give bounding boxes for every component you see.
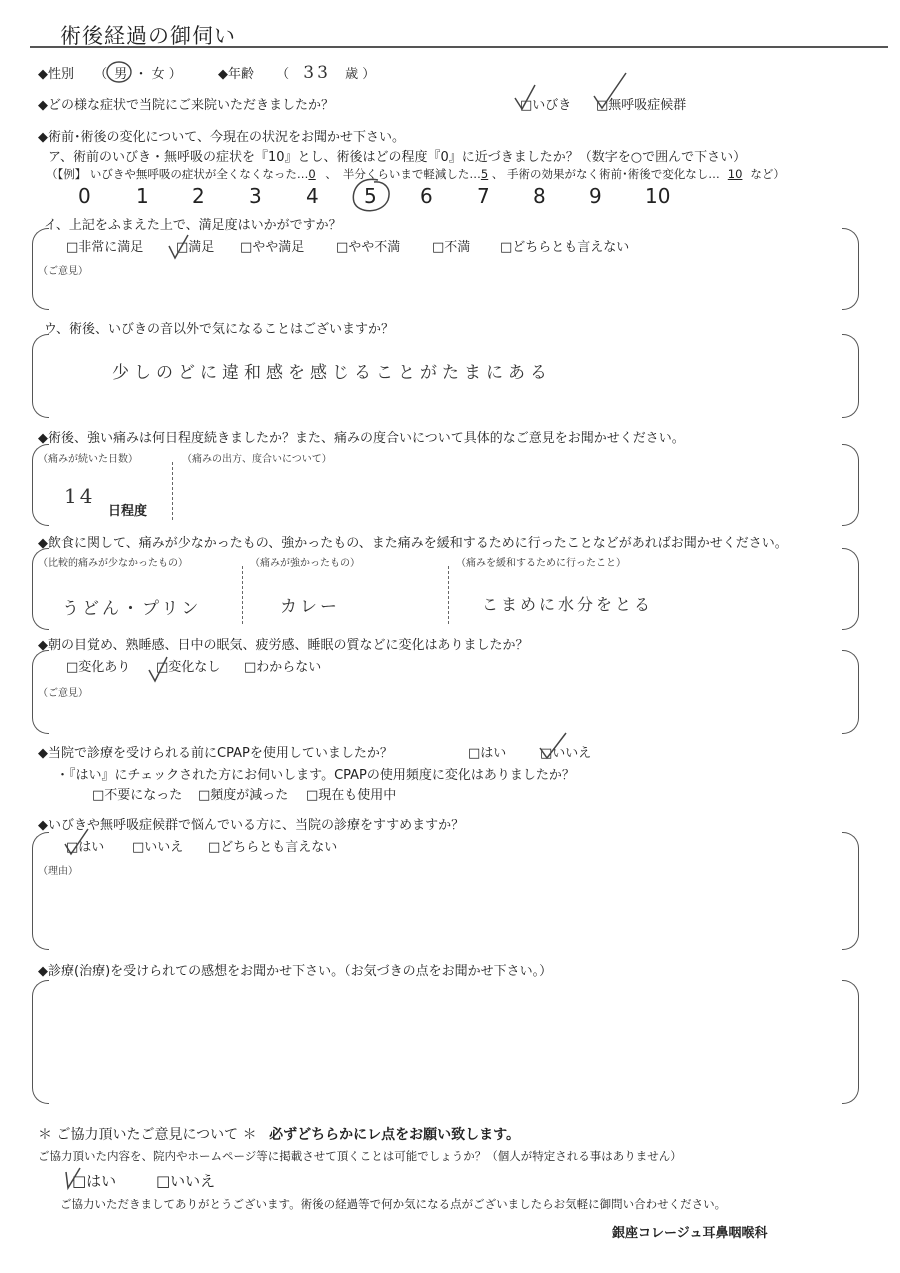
- recommend-box-left: [32, 832, 49, 950]
- check-mark-icon: [62, 826, 92, 858]
- recommend-no[interactable]: □いいえ: [132, 840, 184, 855]
- symptom-snoring-checkbox[interactable]: □いびき: [520, 98, 572, 113]
- pain-days-label: （痛みが続いた日数）: [38, 454, 138, 465]
- impression-question: ◆診療(治療)を受けられての感想をお聞かせ下さい。（お気づきの点をお聞かせ下さい。）: [38, 964, 553, 979]
- satisfaction-dissatisfied[interactable]: □不満: [432, 240, 471, 255]
- pain-divider: [172, 462, 173, 520]
- coop-yes[interactable]: □はい: [72, 1172, 117, 1190]
- change-example: （【例】 いびきや無呼吸の症状が全くなくなった…0 、 半分くらいまで軽減した…5 、 手術の効果がなく術前･術後で変化なし… 10 など）: [46, 167, 785, 181]
- pain-days-unit: 日程度: [108, 504, 148, 519]
- recommend-yes[interactable]: □はい: [66, 840, 105, 855]
- cpap-yes[interactable]: □はい: [468, 746, 507, 761]
- morning-unknown[interactable]: □わからない: [244, 660, 322, 675]
- cpap-followup-question: ・『はい』にチェックされた方にお伺いします。CPAPの使用頻度に変化はありましたか？: [56, 768, 575, 783]
- satisfaction-neither[interactable]: □どちらとも言えない: [500, 240, 630, 255]
- food-relief-label: （痛みを緩和するために行ったこと）: [456, 558, 626, 569]
- satisfaction-somewhat-dissatisfied[interactable]: □やや不満: [336, 240, 401, 255]
- age-unit: 歳: [345, 67, 359, 82]
- age-row: ◆年齢 （ 33 歳 ）: [218, 63, 376, 83]
- check-mark-icon: [146, 654, 170, 684]
- coop-no[interactable]: □いいえ: [156, 1172, 216, 1190]
- cpap-no[interactable]: □いいえ: [540, 746, 592, 761]
- satisfaction-opinion-label: （ご意見）: [38, 266, 88, 277]
- cpap-question: ◆当院で診療を受けられる前にCPAPを使用していましたか？: [38, 746, 393, 761]
- scale-4[interactable]: 4: [306, 184, 319, 208]
- morning-box-right: [842, 650, 859, 734]
- scale-6[interactable]: 6: [420, 184, 433, 208]
- food-divider-2: [448, 566, 449, 624]
- circle-mark-icon: [348, 176, 394, 216]
- food-strong-pain-value[interactable]: カレー: [280, 597, 340, 617]
- satisfaction-somewhat-satisfied[interactable]: □やや満足: [240, 240, 305, 255]
- scale-2[interactable]: 2: [192, 184, 205, 208]
- satisfaction-satisfied[interactable]: □満足: [176, 240, 215, 255]
- gender-label: ◆性別: [38, 67, 74, 82]
- satisfaction-question: イ、上記をふまえた上で、満足度はいかがですか？: [44, 218, 342, 233]
- food-relief-value[interactable]: こまめに水分をとる: [482, 595, 654, 614]
- change-subquestion-a: ア、術前のいびき・無呼吸の症状を『10』とし、術後はどの程度『0』に近づきましたか？（数字を○で囲んで下さい）: [48, 150, 747, 165]
- cpap-still-using[interactable]: □現在も使用中: [306, 788, 397, 803]
- age-value[interactable]: 33: [303, 63, 331, 83]
- food-box-right: [842, 548, 859, 630]
- age-label: ◆年齢: [218, 67, 254, 82]
- circle-mark-icon: [105, 59, 133, 85]
- title-underline: [30, 46, 888, 48]
- other-concerns-answer[interactable]: 少しのどに違和感を感じることがたまにある: [112, 363, 552, 383]
- recommend-reason-label: （理由）: [38, 866, 78, 877]
- scale-3[interactable]: 3: [249, 184, 262, 208]
- check-mark-icon: [590, 70, 630, 112]
- clinic-name: 銀座コレージュ耳鼻咽喉科: [612, 1226, 768, 1241]
- satisfaction-box-right: [842, 228, 859, 310]
- scale-1[interactable]: 1: [136, 184, 149, 208]
- satisfaction-very-satisfied[interactable]: □非常に満足: [66, 240, 144, 255]
- coop-heading: ＊ ご協力頂いたご意見について ＊ 必ずどちらかにレ点をお願い致します。: [38, 1127, 520, 1143]
- scale-0[interactable]: 0: [78, 184, 91, 208]
- food-question: ◆飲食に関して、痛みが少なかったもの、強かったもの、また痛みを緩和するために行ったことなどがあればお聞かせください。: [38, 536, 788, 551]
- check-mark-icon: [536, 730, 570, 762]
- pain-days-value[interactable]: 14: [64, 484, 96, 508]
- scale-5[interactable]: 5: [364, 184, 377, 208]
- cpap-no-longer-needed[interactable]: □不要になった: [92, 788, 183, 803]
- food-less-pain-value[interactable]: うどん・プリン: [62, 599, 202, 619]
- impression-box-right: [842, 980, 859, 1104]
- other-concerns-question: ウ、術後、いびきの音以外で気になることはございますか？: [44, 322, 394, 337]
- gender-male[interactable]: 男: [111, 63, 130, 82]
- recommend-neither[interactable]: □どちらとも言えない: [208, 840, 338, 855]
- pain-box-right: [842, 444, 859, 526]
- recommend-question: ◆いびきや無呼吸症候群で悩んでいる方に、当院の診療をすすめますか？: [38, 818, 465, 833]
- cpap-reduced[interactable]: □頻度が減った: [198, 788, 289, 803]
- page-title: 術後経過の御伺い: [60, 24, 236, 48]
- check-mark-icon: [166, 232, 192, 262]
- gender-female[interactable]: 女: [151, 67, 165, 82]
- food-divider-1: [242, 566, 243, 624]
- coop-question: ご協力頂いた内容を、院内やホームページ等に掲載させて頂くことは可能でしょうか？（個人が特定される事はありません）: [38, 1149, 682, 1163]
- morning-opinion-label: （ご意見）: [38, 688, 88, 699]
- scale-9[interactable]: 9: [589, 184, 602, 208]
- scale-10[interactable]: 10: [645, 184, 671, 208]
- recommend-box-right: [842, 832, 859, 950]
- impression-box-left: [32, 980, 49, 1104]
- symptom-apnea-checkbox[interactable]: □無呼吸症候群: [596, 98, 687, 113]
- check-mark-icon: [512, 82, 538, 112]
- food-strong-pain-label: （痛みが強かったもの）: [250, 558, 360, 569]
- other-box-right: [842, 334, 859, 418]
- gender-row: ◆性別 （ 男 ・ 女 ）: [38, 63, 182, 82]
- change-question: ◆術前･術後の変化について、今現在の状況をお聞かせ下さい。: [38, 130, 405, 145]
- food-less-pain-label: （比較的痛みが少なかったもの）: [38, 558, 188, 569]
- morning-no-change[interactable]: □変化なし: [156, 660, 221, 675]
- thanks-message: ご協力いただきましてありがとうございます。術後の経過等で何か気になる点がございましたらお気軽に御問い合わせください。: [60, 1197, 727, 1211]
- pain-degree-label: （痛みの出方、度合いについて）: [182, 454, 332, 465]
- pain-question: ◆術後、強い痛みは何日程度続きましたか？また、痛みの度合いについて具体的なご意見をお聞かせください。: [38, 431, 685, 446]
- morning-question: ◆朝の目覚め、熟睡感、日中の眠気、疲労感、睡眠の質などに変化はありましたか？: [38, 638, 529, 653]
- check-mark-icon: [60, 1166, 84, 1194]
- scale-8[interactable]: 8: [533, 184, 546, 208]
- scale-7[interactable]: 7: [477, 184, 490, 208]
- other-box-left: [32, 334, 49, 418]
- morning-changed[interactable]: □変化あり: [66, 660, 131, 675]
- symptom-question: ◆どの様な症状で当院にご来院いただきましたか？: [38, 98, 334, 113]
